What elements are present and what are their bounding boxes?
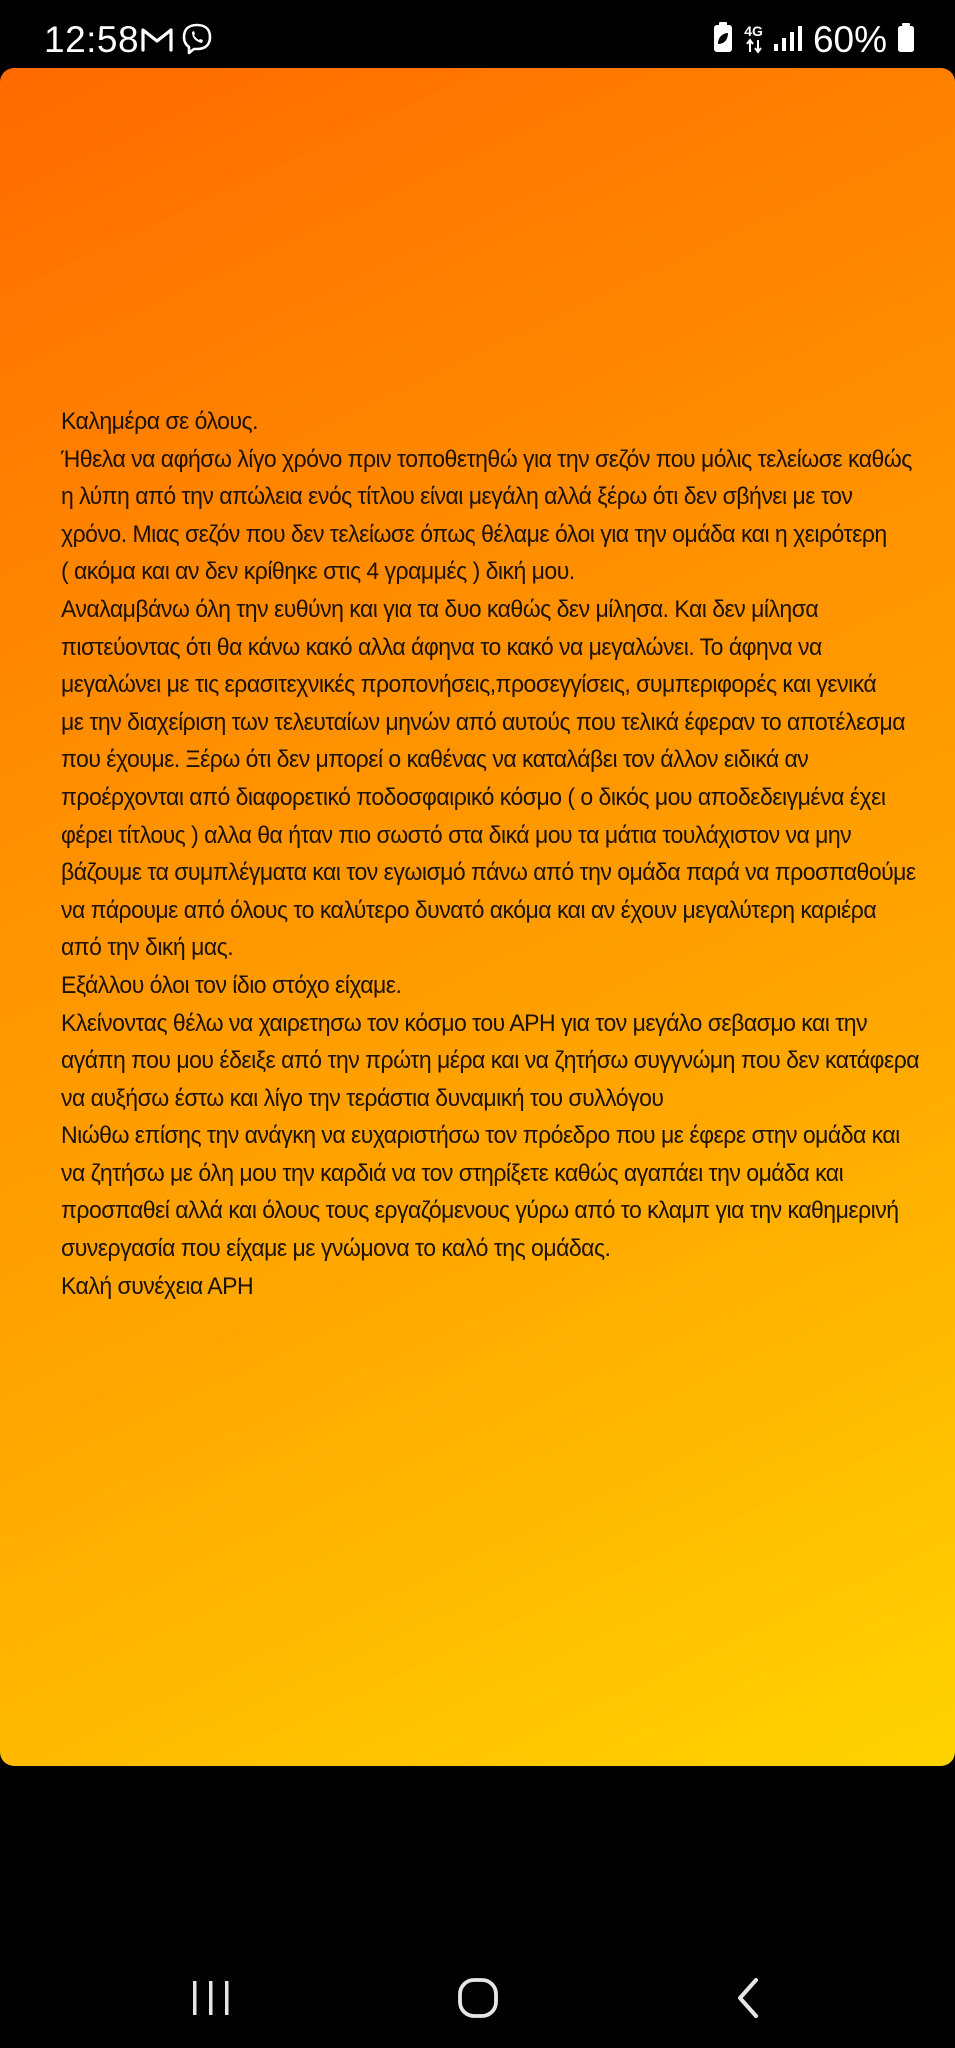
- story-line: που έχουμε. Ξέρω ότι δεν μπορεί ο καθένας να καταλάβει τον άλλον ειδικά αν: [61, 746, 809, 774]
- battery-saver-icon: [712, 22, 734, 59]
- status-time: 12:58: [44, 19, 140, 60]
- home-button[interactable]: [448, 1970, 508, 2030]
- story-line: μεγαλώνει με τις ερασιτεχνικές προπονήσεις,προσεγγίσεις, συμπεριφορές και γενικά: [61, 671, 877, 699]
- back-button[interactable]: [718, 1970, 778, 2030]
- story-line: βάζουμε τα συμπλέγματα και τον εγωισμό πάνω από την ομάδα παρά να προσπαθούμε: [61, 859, 916, 887]
- viber-icon: [180, 22, 214, 61]
- story-line: συνεργασία που είχαμε με γνώμονα το καλό της ομάδας.: [61, 1235, 611, 1263]
- network-type: [744, 24, 763, 56]
- story-line: πιστεύοντας ότι θα κάνω κακό αλλα άφηνα το κακό να μεγαλώνει. Το άφηνα να: [61, 633, 822, 661]
- notification-icons: [140, 22, 214, 61]
- signal-icon: [773, 24, 803, 57]
- network-type-label: 4G: [744, 23, 763, 39]
- story-line: με την διαχείριση των τελευταίων μηνών από αυτούς που τελικά έφεραν το αποτέλεσμα: [61, 708, 906, 736]
- recent-apps-icon: [189, 1978, 233, 2023]
- story-line: Νιώθω επίσης την ανάγκη να ευχαριστήσω τον πρόεδρο που με έφερε στην ομάδα και: [61, 1122, 900, 1150]
- story-card[interactable]: [0, 68, 955, 1766]
- battery-percent: 60%: [812, 19, 887, 60]
- story-line: Κλείνοντας θέλω να χαιρετησω τον κόσμο του ΑΡΗ για τον μεγάλο σεβασμο και την: [61, 1009, 868, 1037]
- battery-icon: [897, 23, 915, 58]
- story-line: Αναλαμβάνω όλη την ευθύνη και για τα δυο καθώς δεν μίλησα. Και δεν μίλησα: [61, 595, 819, 623]
- story-line: φέρει τίτλους ) αλλα θα ήταν πιο σωστό στα δικά μου τα μάτια τουλάχιστον να μην: [61, 821, 852, 849]
- story-line: ( ακόμα και αν δεν κρίθηκε στις 4 γραμμές ) δική μου.: [61, 558, 575, 586]
- story-line: από την δική μας.: [61, 934, 234, 962]
- story-line: να ζητήσω με όλη μου την καρδιά να τον στηρίξετε καθώς αγαπάει την ομάδα και: [61, 1159, 844, 1187]
- story-line: χρόνο. Μιας σεζόν που δεν τελείωσε όπως θέλαμε όλοι για την ομάδα και η χειρότερη: [61, 520, 887, 548]
- story-line: Εξάλλου όλοι τον ίδιο στόχο είχαμε.: [61, 971, 402, 999]
- story-line: Καλημέρα σε όλους.: [61, 408, 258, 435]
- recent-apps-button[interactable]: [181, 1970, 241, 2030]
- story-line: αγάπη που μου έδειξε από την πρώτη μέρα και να ζητήσω συγγνώμη που δεν κατάφερα: [61, 1047, 920, 1075]
- system-icons: [712, 18, 915, 62]
- story-line: προέρχονται από διαφορετικό ποδοσφαιρικό κόσμο ( ο δικός μου αποδεδειγμένα έχει: [61, 783, 886, 811]
- story-line: Ήθελα να αφήσω λίγο χρόνο πριν τοποθετηθώ για την σεζόν που μόλις τελείωσε καθώς: [61, 445, 912, 473]
- story-line: να αυξήσω έστω και λίγο την τεράστια δυναμική του συλλόγου: [61, 1084, 664, 1112]
- story-line: η λύπη από την απώλεια ενός τίτλου είναι μεγάλη αλλά ξέρω ότι δεν σβήνει με τον: [61, 483, 853, 511]
- home-icon: [456, 1976, 500, 2025]
- navigation-bar: [0, 1930, 955, 2048]
- story-line: προσπαθεί αλλά και όλους τους εργαζόμενους γύρω από το κλαμπ για την καθημερινή: [61, 1197, 899, 1225]
- status-bar: [0, 0, 955, 68]
- back-icon: [732, 1976, 764, 2025]
- story-line: να πάρουμε από όλους το καλύτερο δυνατό ακόμα και αν έχουν μεγαλύτερη καριέρα: [61, 896, 877, 924]
- story-text: [61, 403, 920, 1305]
- data-arrows-icon: [745, 38, 763, 56]
- gmail-icon: [140, 25, 174, 58]
- story-line: Καλή συνέχεια ΑΡΗ: [61, 1272, 254, 1300]
